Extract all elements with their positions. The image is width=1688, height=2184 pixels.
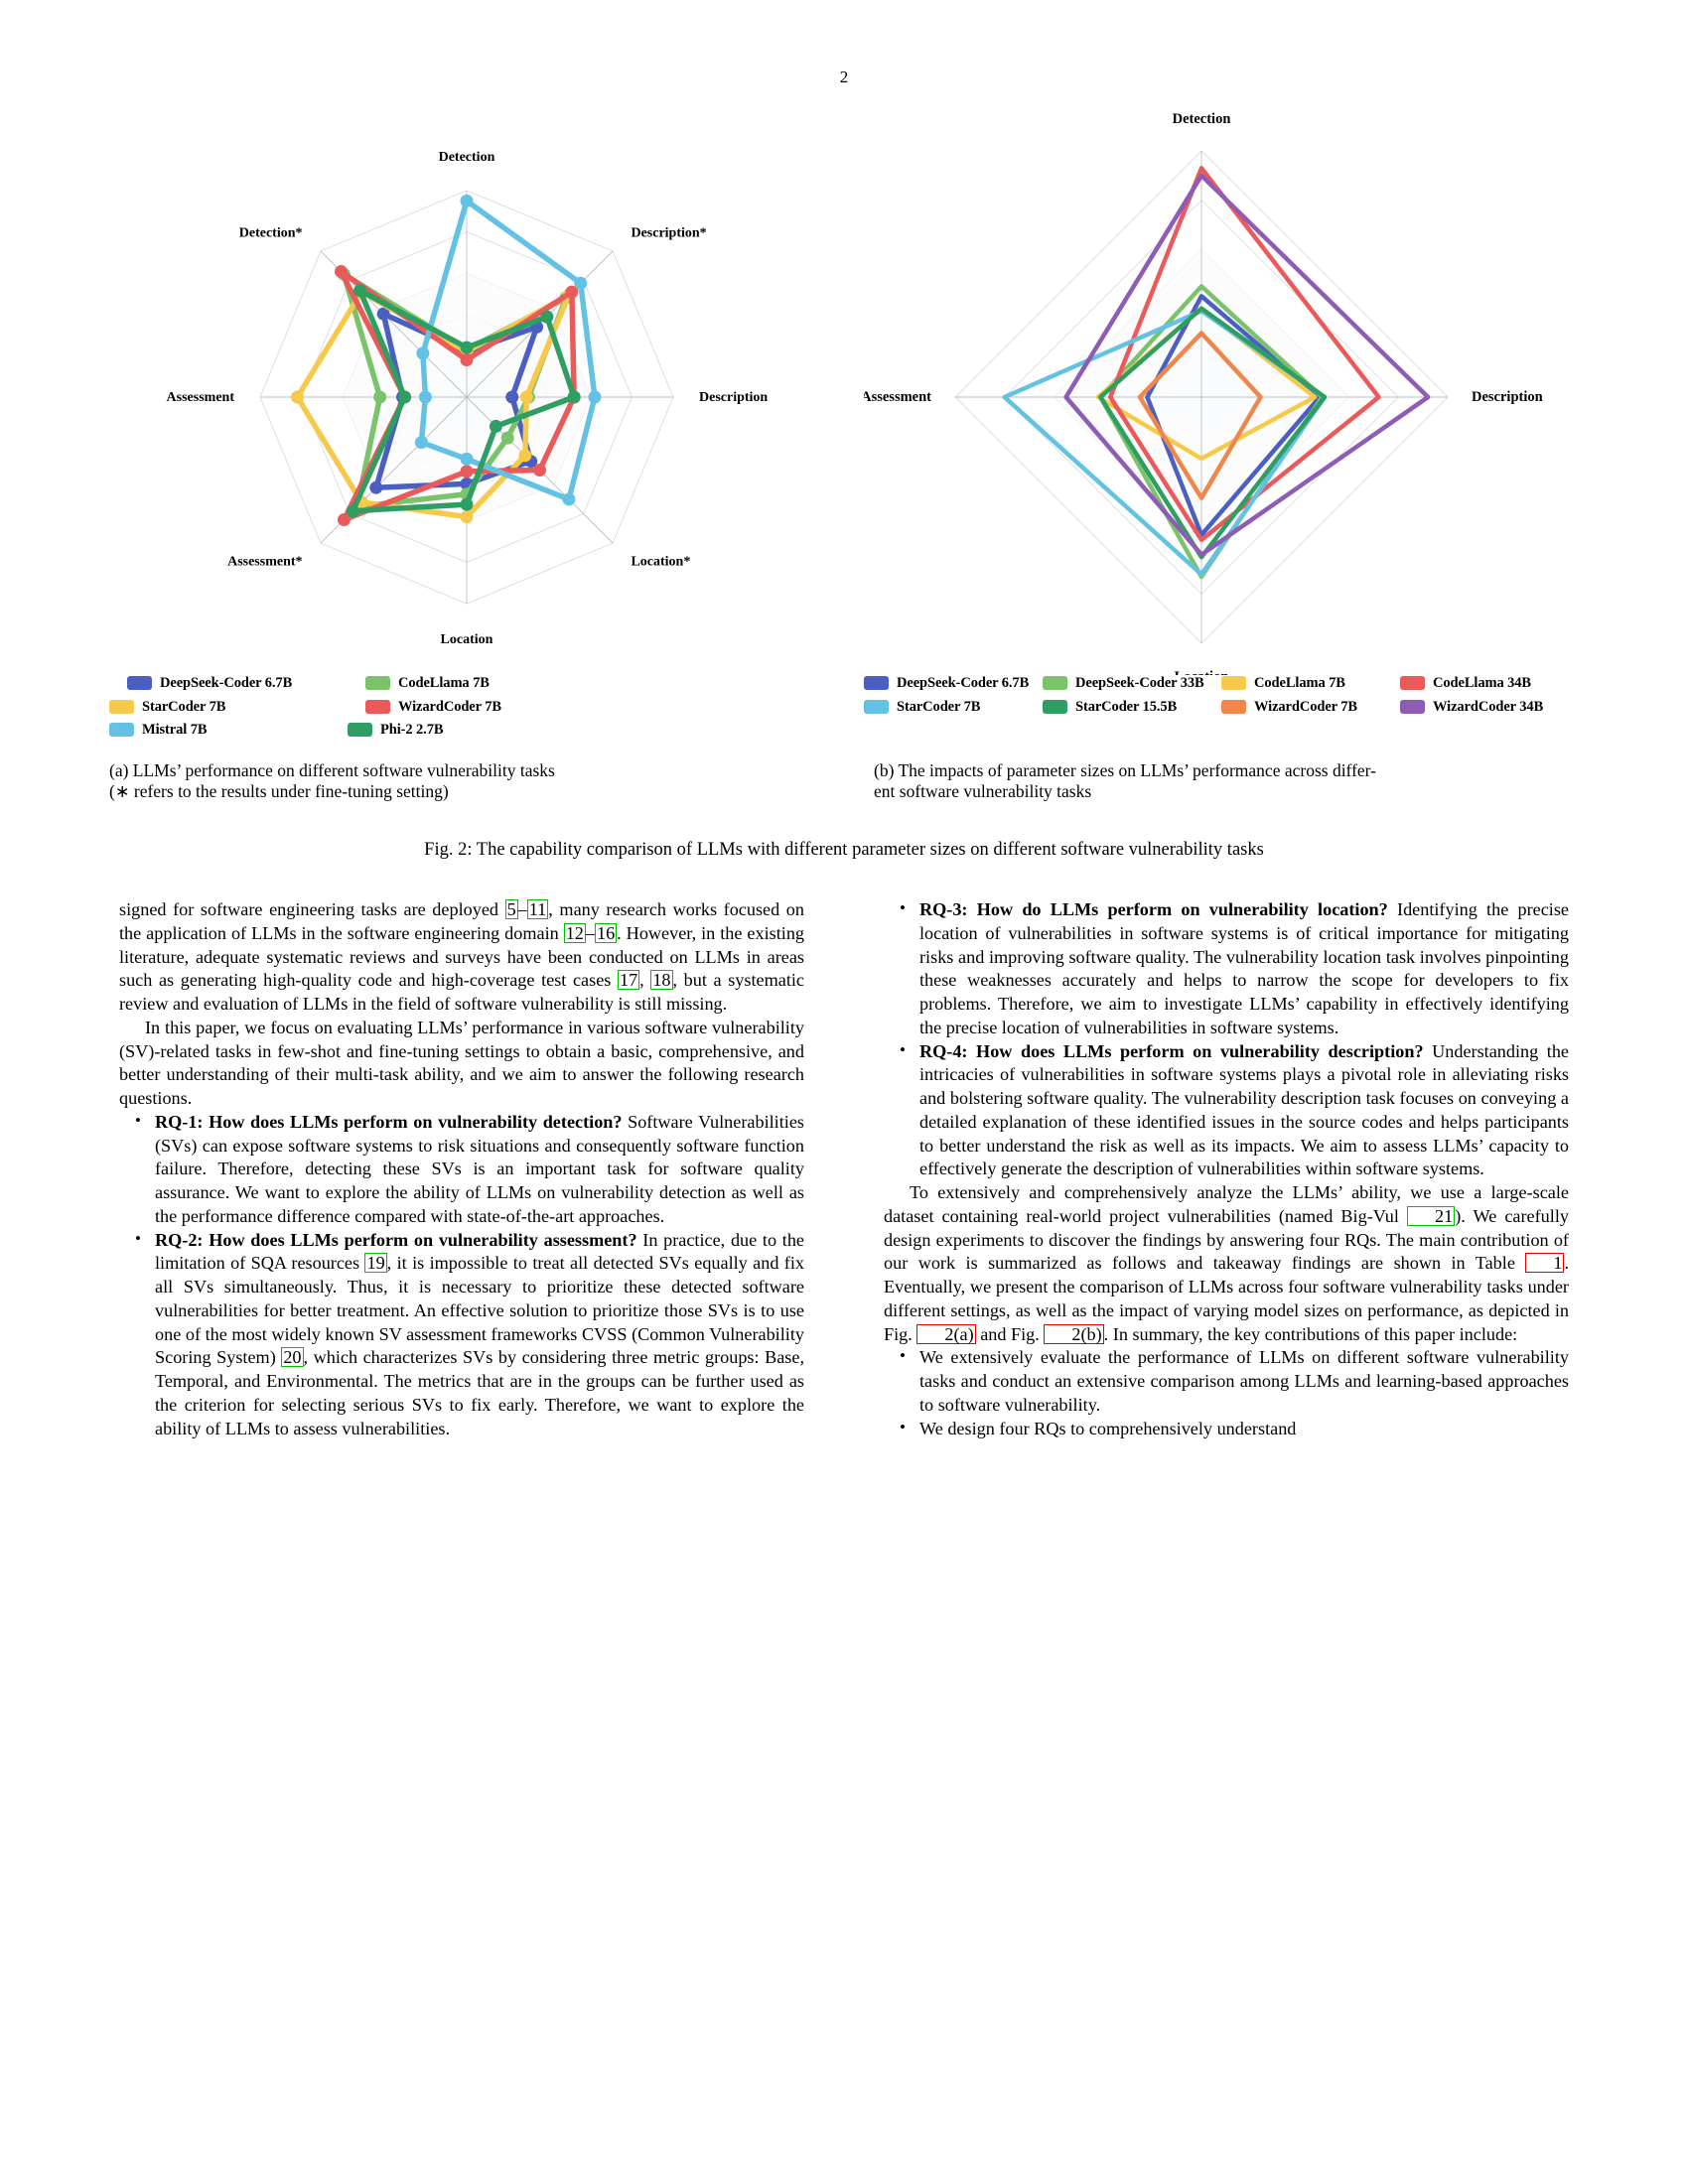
legend-item [348,700,604,715]
legend-label: CodeLlama 7B [1254,675,1345,691]
text-run: and Fig. [975,1323,1045,1344]
legend-label: WizardCoder 34B [1433,698,1544,715]
legend-item [365,676,604,691]
citation-link-5[interactable]: 5 [506,899,516,919]
figure-reference-link-2b[interactable]: 2(b) [1044,1324,1103,1344]
legend-swatch-icon [864,676,889,690]
figure-subcaptions [109,760,1579,803]
text-run: , many research works focused on the application of LLMs in the software engineering domain [119,899,804,943]
radar-chart-b-svg [864,99,1579,675]
radar-data-point [568,391,581,404]
figure-caption: Fig. 2: The capability comparison of LLMs with different parameter sizes on different software vulnerability tasks [424,840,1264,861]
radar-chart-b-legend [864,676,1579,723]
radar-data-point [419,391,432,404]
page-number: 2 [839,68,849,86]
legend-label: WizardCoder 7B [1254,698,1357,715]
text-run: ). We carefully design experiments to discover the findings by answering four RQs. The main contribution of our work is summarized as follows and takeaway findings are shown in Table [884,1205,1569,1274]
radar-axis-label-description: Description [699,390,769,405]
paragraph-dataset [884,1181,1569,1346]
legend-swatch-icon [365,700,390,714]
citation-link-11[interactable]: 11 [528,899,547,919]
legend-label: CodeLlama 7B [397,675,490,691]
radar-axis-label-location: Location [440,632,493,647]
radar-data-point [461,353,474,366]
radar-data-point [369,481,382,494]
citation-link-17[interactable]: 17 [619,970,638,991]
text-run: . Eventually, we present the comparison of LLMs across four software vulnerability tasks under different settings, as well as the impact of varying model sizes on performance, as depicted in Fig. [884,1253,1569,1344]
radar-data-point [398,391,411,404]
legend-swatch-icon [109,700,134,714]
figure-reference-link-2a[interactable]: 2(a) [916,1324,975,1344]
radar-data-point [347,504,359,517]
radar-data-point [461,498,474,511]
legend-swatch-icon [864,700,889,714]
citation-link-12[interactable]: 12 [565,922,584,943]
text-run: , [639,970,651,991]
list-item-rq1 [119,1111,804,1229]
rq3-heading: RQ-3: How do LLMs perform on vulnerability location? [919,899,1388,919]
radar-chart-a [109,99,824,747]
right-column [884,898,1569,1440]
radar-data-point [353,284,366,297]
list-item-rq2 [119,1229,804,1441]
citation-link-20[interactable]: 20 [283,1347,302,1368]
radar-data-point [415,436,428,449]
legend-swatch-icon [109,723,134,737]
text-run: . In summary, the key contributions of this paper include: [1103,1323,1518,1344]
radar-data-point [574,277,587,290]
radar-data-point [373,391,386,404]
subcaption-b-line1: (b) The impacts of parameter sizes on LLMs’ performance across differ- [874,759,1376,780]
legend-swatch-icon [1221,700,1246,714]
list-item-contribution-2: • We design four RQs to comprehensively understand [884,1418,1569,1441]
legend-label: DeepSeek-Coder 33B [1075,675,1204,691]
subcaption-a-line2: (∗ refers to the results under fine-tuning setting) [109,780,449,801]
list-item-rq3 [884,898,1569,1040]
radar-data-point [461,453,474,466]
legend-item [1221,676,1400,691]
left-column [119,898,804,1440]
legend-swatch-icon [1043,676,1067,690]
legend-item [864,700,1043,715]
legend-label: DeepSeek-Coder 6.7B [160,675,293,691]
rq2-body-a: In practice, due to the limitation of SQA resources [155,1229,804,1274]
radar-data-point [461,510,474,523]
radar-data-point [520,391,533,404]
legend-label: CodeLlama 34B [1433,675,1531,691]
paragraph-intro [119,898,804,1017]
radar-axis-label-assessment-: Assessment* [227,554,303,570]
legend-item [1400,700,1579,715]
text-run: To extensively and comprehensively analyze the LLMs’ ability, we use a large-scale dataset containing real-world project vulnerabilities (named Big-Vul [884,1182,1569,1226]
citation-link-21[interactable]: 21 [1407,1206,1455,1226]
radar-data-point [335,265,348,278]
rq4-heading: RQ-4: How does LLMs perform on vulnerability description? [919,1040,1424,1061]
radar-data-point [490,420,502,433]
legend-item [109,700,348,715]
radar-axis-label-assessment: Assessment [166,390,234,405]
legend-label: WizardCoder 7B [397,698,501,715]
text-run: . However, in the existing literature, adequate systematic reviews and surveys have been conducted on LLMs in areas such as generating high-quality code and high-coverage test cases [119,922,805,991]
rq2-body-b: , it is impossible to treat all detected SVs equally and fix all SVs simultaneously. Thus, it is necessary to prioritize these detected software vulnerabilities for better treatment. An effective solution to prioritize those SVs is to use one of the most widely known SV assessment frameworks CVSS (Common Vulnerability Scoring System) [155,1253,805,1368]
rq2-body-c: , which characterizes SVs by considering three metric groups: Base, Temporal, and Environmental. The metrics that are in the groups can be further used as the criterion for selecting serious SVs to fix early. Therefore, we want to explore the ability of LLMs to assess vulnerabilities. [155,1347,805,1438]
rq4-body: Understanding the intricacies of vulnerabilities in software systems plays a pivotal role in alleviating risks and bolstering software quality. The vulnerability description task focuses on conveying a detailed explanation of these identified issues in the source codes and helps participants to better understand the risk as well as its impacts. We aim to assess LLMs’ capacity to effectively generate the description of vulnerabilities within software systems. [919,1040,1569,1179]
radar-chart-a-legend [109,676,824,747]
list-item-rq4 [884,1040,1569,1182]
radar-data-point [501,432,514,445]
radar-data-point [562,492,575,505]
text-run: , but a systematic review and evaluation of LLMs in the field of software vulnerability is still missing. [119,970,805,1014]
radar-data-point [291,391,304,404]
legend-item [1221,700,1400,715]
citation-link-19[interactable]: 19 [366,1253,385,1274]
radar-axis-label-description: Description [1472,389,1543,405]
legend-swatch-icon [1400,676,1425,690]
radar-data-point [461,341,474,354]
research-questions-list-left [119,1111,804,1441]
radar-axis-label-detection: Detection [438,150,495,165]
legend-swatch-icon [1400,700,1425,714]
body-columns [119,898,1569,1440]
radar-data-point [461,465,474,478]
text-run: – [585,922,595,943]
legend-item [348,723,586,738]
legend-swatch-icon [1221,676,1246,690]
radar-axis-label-detection: Detection [1172,111,1231,127]
radar-data-point [588,391,601,404]
legend-item [1400,676,1579,691]
citation-link-18[interactable]: 18 [652,970,671,991]
radar-axis-label-assessment: Assessment [864,389,931,405]
radar-axis-label-detection-: Detection* [238,225,303,241]
legend-label: Mistral 7B [142,722,208,738]
radar-data-point [416,346,429,359]
text-run: signed for software engineering tasks are deployed [119,899,505,919]
legend-item [1043,700,1221,715]
subcaption-a [109,760,814,803]
legend-swatch-icon [1043,700,1067,714]
table-reference-link-1[interactable]: 1 [1525,1253,1564,1273]
legend-label: StarCoder 7B [142,698,226,715]
legend-item [864,676,1043,691]
radar-axis-label-location-: Location* [631,554,691,570]
rq1-body: Software Vulnerabilities (SVs) can expose software systems to risk situations and consequently software function failure. Therefore, detecting these SVs is an important task for software quality assurance. We want to explore the ability of LLMs on vulnerability detection as well as the performance difference compared with state-of-the-art approaches. [155,1111,804,1226]
radar-axis-label-description-: Description* [631,225,707,241]
legend-label: StarCoder 15.5B [1075,698,1178,715]
figure-2 [109,99,1579,861]
subcaption-a-line1: (a) LLMs’ performance on different software vulnerability tasks [109,759,555,780]
contributions-list [884,1346,1569,1440]
figure-charts-row [109,99,1579,747]
rq1-heading: RQ-1: How does LLMs perform on vulnerability detection? [155,1111,623,1132]
research-questions-list-right [884,898,1569,1181]
legend-item [1043,676,1221,691]
legend-label: DeepSeek-Coder 6.7B [897,675,1030,691]
legend-item [109,676,365,691]
radar-data-point [533,464,546,477]
legend-label: Phi-2 2.7B [379,722,444,738]
radar-data-point [461,195,474,207]
rq2-heading: RQ-2: How does LLMs perform on vulnerability assessment? [155,1229,637,1250]
legend-swatch-icon [127,676,152,690]
text-run: – [517,899,527,919]
legend-label: StarCoder 7B [897,698,981,715]
radar-data-point [540,311,553,324]
radar-data-point [505,391,518,404]
subcaption-b [874,760,1579,803]
radar-chart-a-svg [109,99,824,675]
radar-data-point [518,449,531,462]
radar-chart-b [864,99,1579,723]
list-item-contribution-1: • We extensively evaluate the performance of LLMs on different software vulnerability tasks and conduct an extensive comparison among LLMs and learning-based approaches to software vulnerability. [884,1346,1569,1417]
rq3-body: Identifying the precise location of vulnerabilities in software systems is of critical importance for mitigating risks and improving software quality. The vulnerability location task involves pinpointing these weaknesses accurately and helps to narrow the scope for developers to fix problems. Therefore, we aim to investigate LLMs’ capability in effectively identifying the precise location of vulnerabilities in software systems. [919,899,1569,1037]
legend-swatch-icon [348,723,372,737]
paragraph-in-this-paper: In this paper, we focus on evaluating LLMs’ performance in various software vulnerability (SV)-related tasks in few-shot and fine-tuning settings to obtain a basic, comprehensive, and better understanding of their multi-task ability, and we aim to answer the following research questions. [119,1017,804,1108]
legend-swatch-icon [365,676,390,690]
subcaption-b-line2: ent software vulnerability tasks [874,780,1092,801]
legend-item [109,723,348,738]
citation-link-16[interactable]: 16 [596,922,616,943]
